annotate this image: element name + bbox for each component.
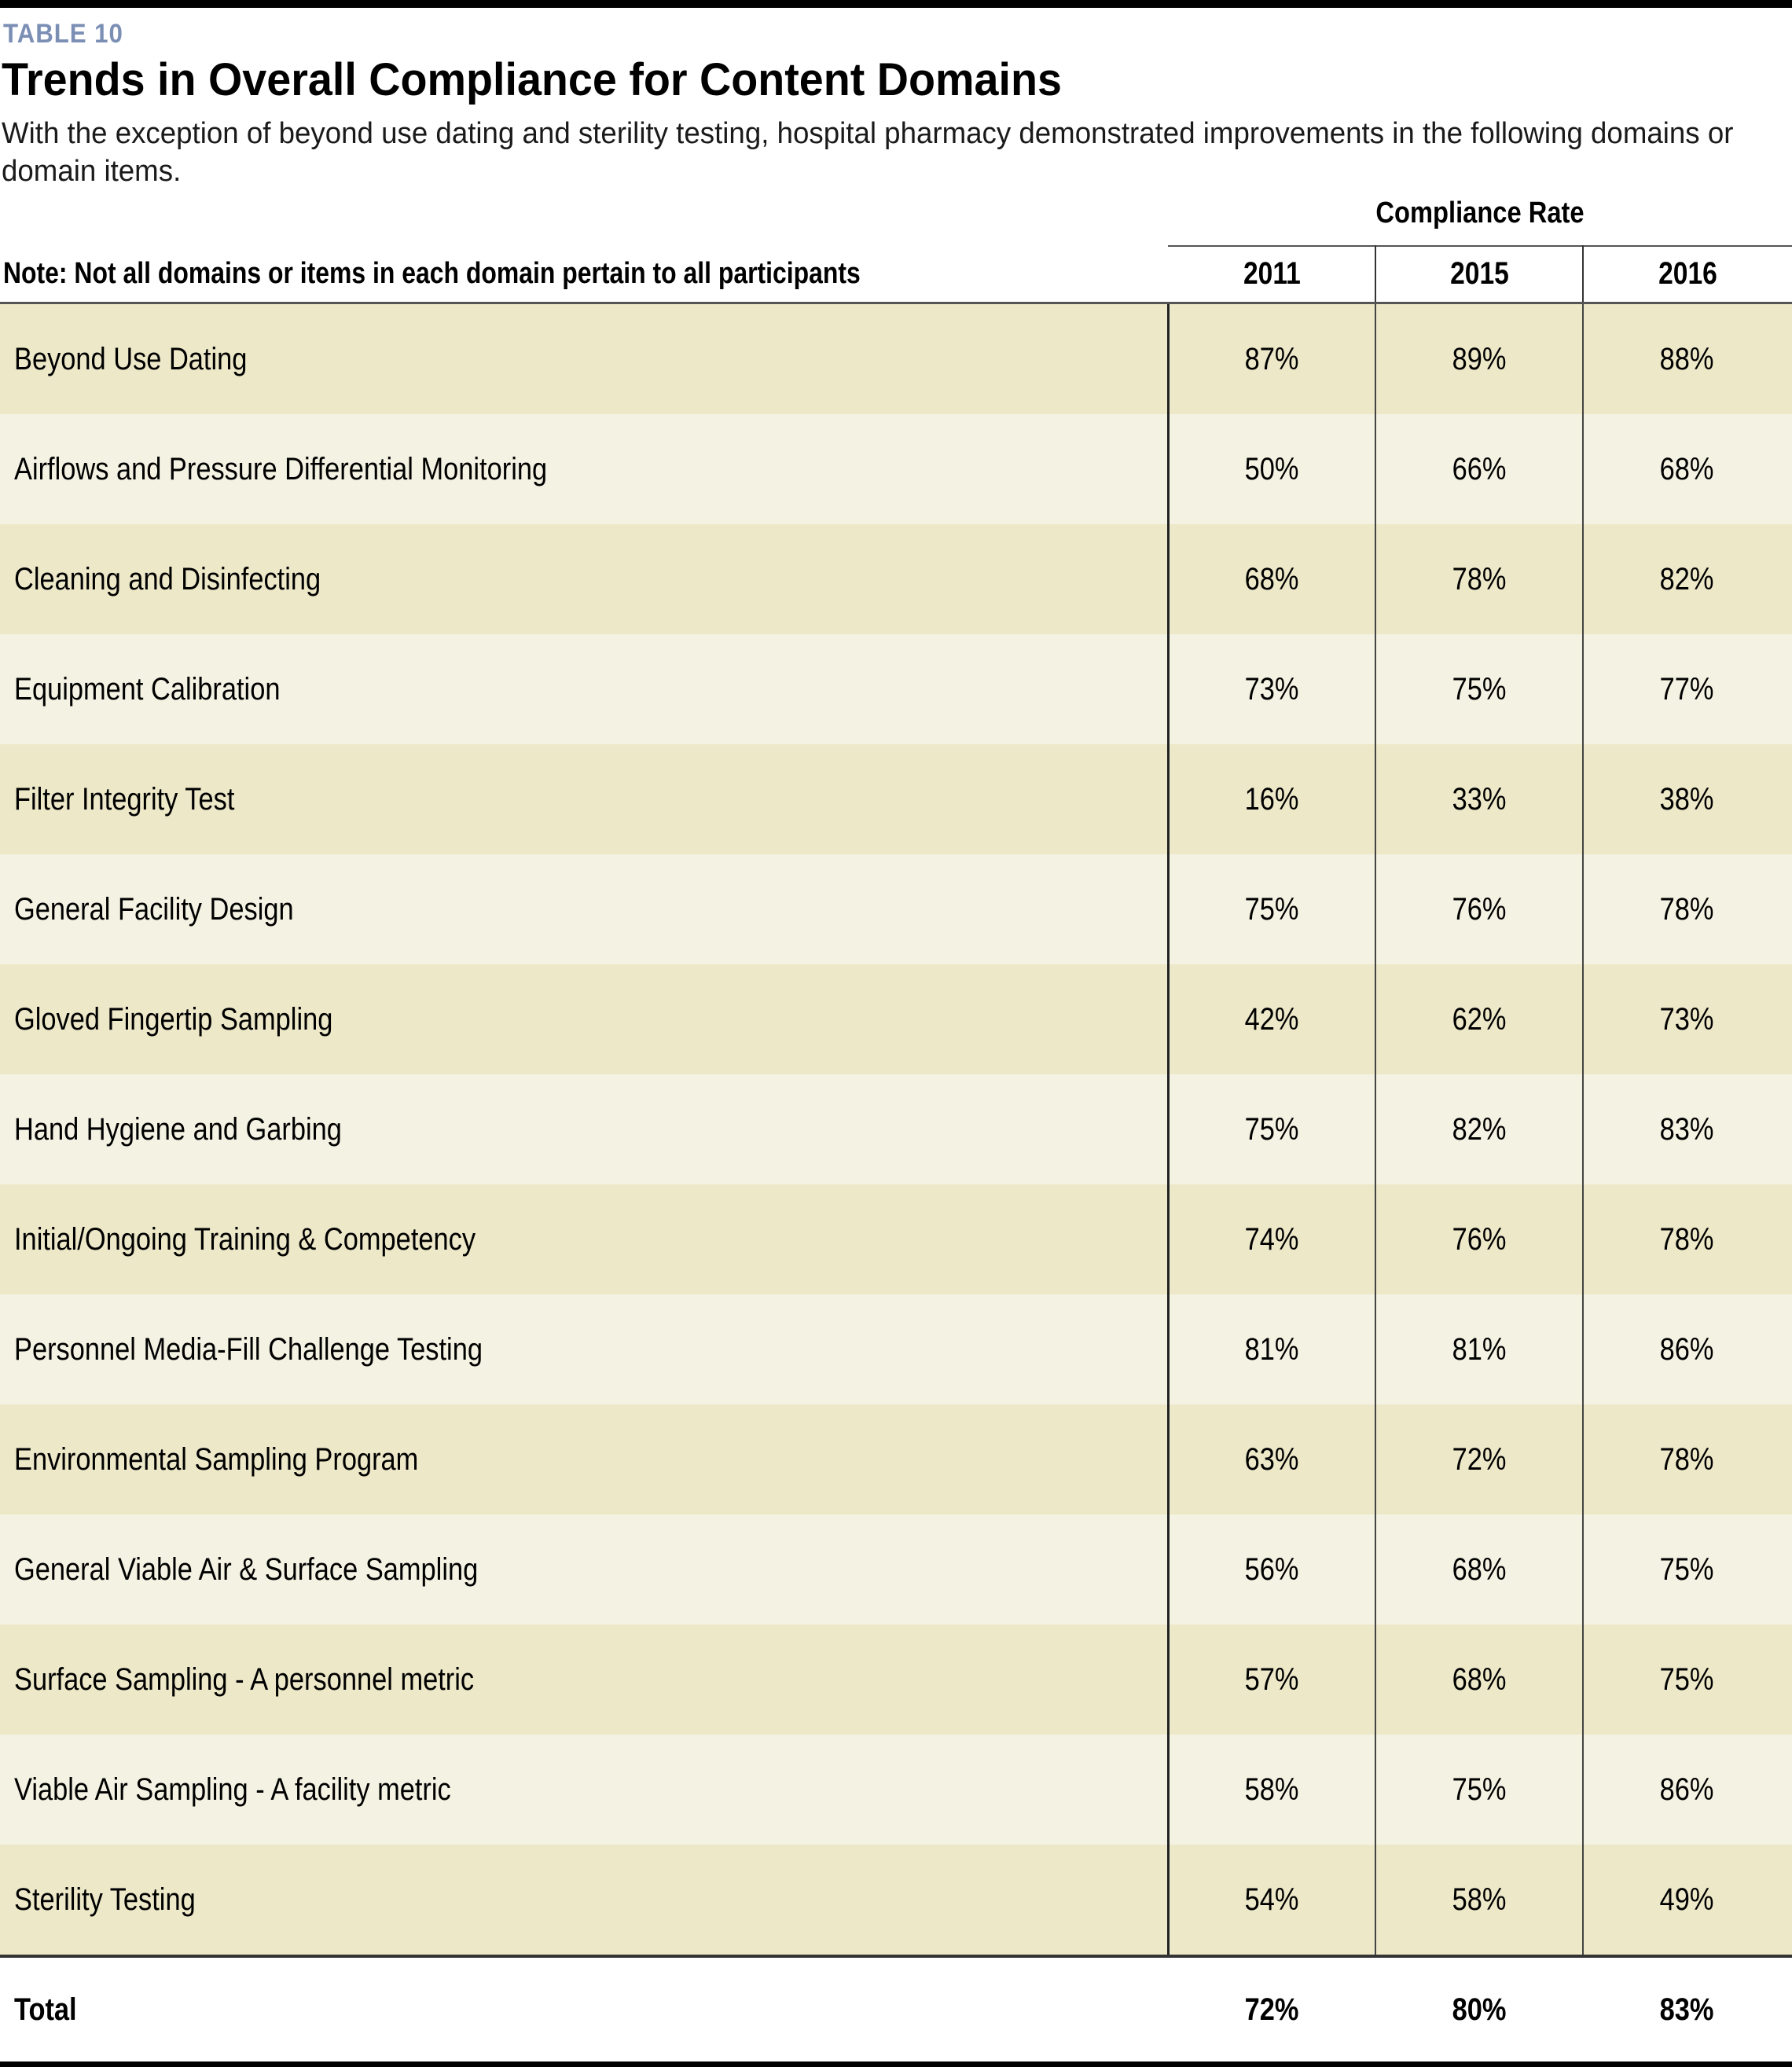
value-2016: 83%	[1659, 1111, 1714, 1147]
value-2016: 82%	[1659, 561, 1714, 597]
value-2015: 76%	[1452, 891, 1507, 927]
value-2016: 78%	[1659, 1441, 1714, 1477]
domain-label: Viable Air Sampling - A facility metric	[14, 1771, 451, 1807]
value-2015: 78%	[1452, 561, 1507, 597]
value-2015: 58%	[1452, 1882, 1507, 1917]
domain-label: Airflows and Pressure Differential Monitoring	[14, 451, 548, 486]
value-2011: 75%	[1244, 891, 1299, 927]
value-2011: 58%	[1244, 1771, 1299, 1807]
total-row	[0, 1958, 1792, 2061]
domain-label: Personnel Media-Fill Challenge Testing	[14, 1331, 483, 1367]
value-2011: 56%	[1244, 1551, 1299, 1587]
value-2015: 82%	[1452, 1111, 1507, 1147]
column-header-2016: 2016	[1658, 255, 1717, 291]
value-2011: 68%	[1244, 561, 1299, 597]
domain-label: General Viable Air & Surface Sampling	[14, 1551, 479, 1587]
table-row	[0, 964, 1792, 1074]
page-title: Trends in Overall Compliance for Content Domains	[2, 54, 1062, 105]
table-row	[0, 1184, 1792, 1294]
top-rule	[0, 0, 1792, 8]
value-2016: 86%	[1659, 1331, 1714, 1367]
table-row	[0, 524, 1792, 634]
value-2015: 81%	[1452, 1331, 1507, 1367]
value-2015: 89%	[1452, 341, 1507, 376]
value-2016: 88%	[1659, 341, 1714, 376]
table-row	[0, 1404, 1792, 1514]
value-2011: 74%	[1244, 1221, 1299, 1257]
value-2011: 54%	[1244, 1882, 1299, 1917]
value-2011: 75%	[1244, 1111, 1299, 1147]
value-2011: 73%	[1244, 671, 1299, 707]
table-note: Note: Not all domains or items in each domain pertain to all participants	[3, 257, 861, 290]
value-2016: 77%	[1659, 671, 1714, 707]
value-2016: 38%	[1659, 781, 1714, 817]
domain-label: General Facility Design	[14, 891, 294, 927]
value-2011: 87%	[1244, 341, 1299, 376]
table-row	[0, 744, 1792, 854]
table-row	[0, 1845, 1792, 1955]
value-2016: 68%	[1659, 451, 1714, 486]
table-number-label: TABLE 10	[3, 19, 123, 49]
subtitle: With the exception of beyond use dating and sterility testing, hospital pharmacy demonstrated improvements in the following domains or domain items.	[2, 117, 1734, 188]
table-row	[0, 1625, 1792, 1735]
value-2015: 75%	[1452, 671, 1507, 707]
total-label: Total	[14, 1992, 77, 2027]
compliance-rate-header: Compliance Rate	[1375, 196, 1585, 229]
value-2015: 68%	[1452, 1661, 1507, 1697]
domain-label: Environmental Sampling Program	[14, 1441, 419, 1477]
table-row	[0, 414, 1792, 524]
value-2011: 42%	[1244, 1001, 1299, 1037]
value-2016: 78%	[1659, 1221, 1714, 1257]
domain-label: Equipment Calibration	[14, 671, 281, 707]
value-2015: 62%	[1452, 1001, 1507, 1037]
domain-label: Sterility Testing	[14, 1882, 196, 1917]
value-2016: 78%	[1659, 891, 1714, 927]
value-2015: 75%	[1452, 1771, 1507, 1807]
bottom-rule	[0, 2061, 1792, 2067]
domain-label: Beyond Use Dating	[14, 341, 248, 376]
value-2016: 86%	[1659, 1771, 1714, 1807]
value-2016: 75%	[1659, 1661, 1714, 1697]
value-2011: 50%	[1244, 451, 1299, 486]
table-row	[0, 854, 1792, 964]
domain-label: Cleaning and Disinfecting	[14, 561, 321, 597]
value-2015: 76%	[1452, 1221, 1507, 1257]
value-2015: 33%	[1452, 781, 1507, 817]
column-divider	[1375, 304, 1376, 2061]
table-body	[0, 304, 1792, 1955]
column-divider-main	[1167, 304, 1170, 2061]
total-2011: 72%	[1244, 1992, 1299, 2027]
value-2011: 81%	[1244, 1331, 1299, 1367]
value-2016: 73%	[1659, 1001, 1714, 1037]
domain-label: Filter Integrity Test	[14, 781, 235, 817]
domain-label: Surface Sampling - A personnel metric	[14, 1661, 475, 1697]
column-header-2011: 2011	[1243, 255, 1301, 291]
domain-label: Gloved Fingertip Sampling	[14, 1001, 333, 1037]
column-divider	[1582, 304, 1584, 2061]
table-row	[0, 1294, 1792, 1404]
table-row	[0, 1735, 1792, 1845]
domain-label: Initial/Ongoing Training & Competency	[14, 1221, 476, 1257]
value-2015: 72%	[1452, 1441, 1507, 1477]
value-2011: 16%	[1244, 781, 1299, 817]
total-2015: 80%	[1452, 1992, 1507, 2027]
value-2011: 63%	[1244, 1441, 1299, 1477]
column-header-2015: 2015	[1449, 255, 1509, 291]
table-row	[0, 1514, 1792, 1625]
table-row	[0, 304, 1792, 414]
value-2016: 75%	[1659, 1551, 1714, 1587]
table-row	[0, 1074, 1792, 1184]
value-2015: 68%	[1452, 1551, 1507, 1587]
domain-label: Hand Hygiene and Garbing	[14, 1111, 342, 1147]
table-row	[0, 634, 1792, 744]
value-2015: 66%	[1452, 451, 1507, 486]
value-2011: 57%	[1244, 1661, 1299, 1697]
value-2016: 49%	[1659, 1882, 1714, 1917]
total-2016: 83%	[1659, 1992, 1714, 2027]
